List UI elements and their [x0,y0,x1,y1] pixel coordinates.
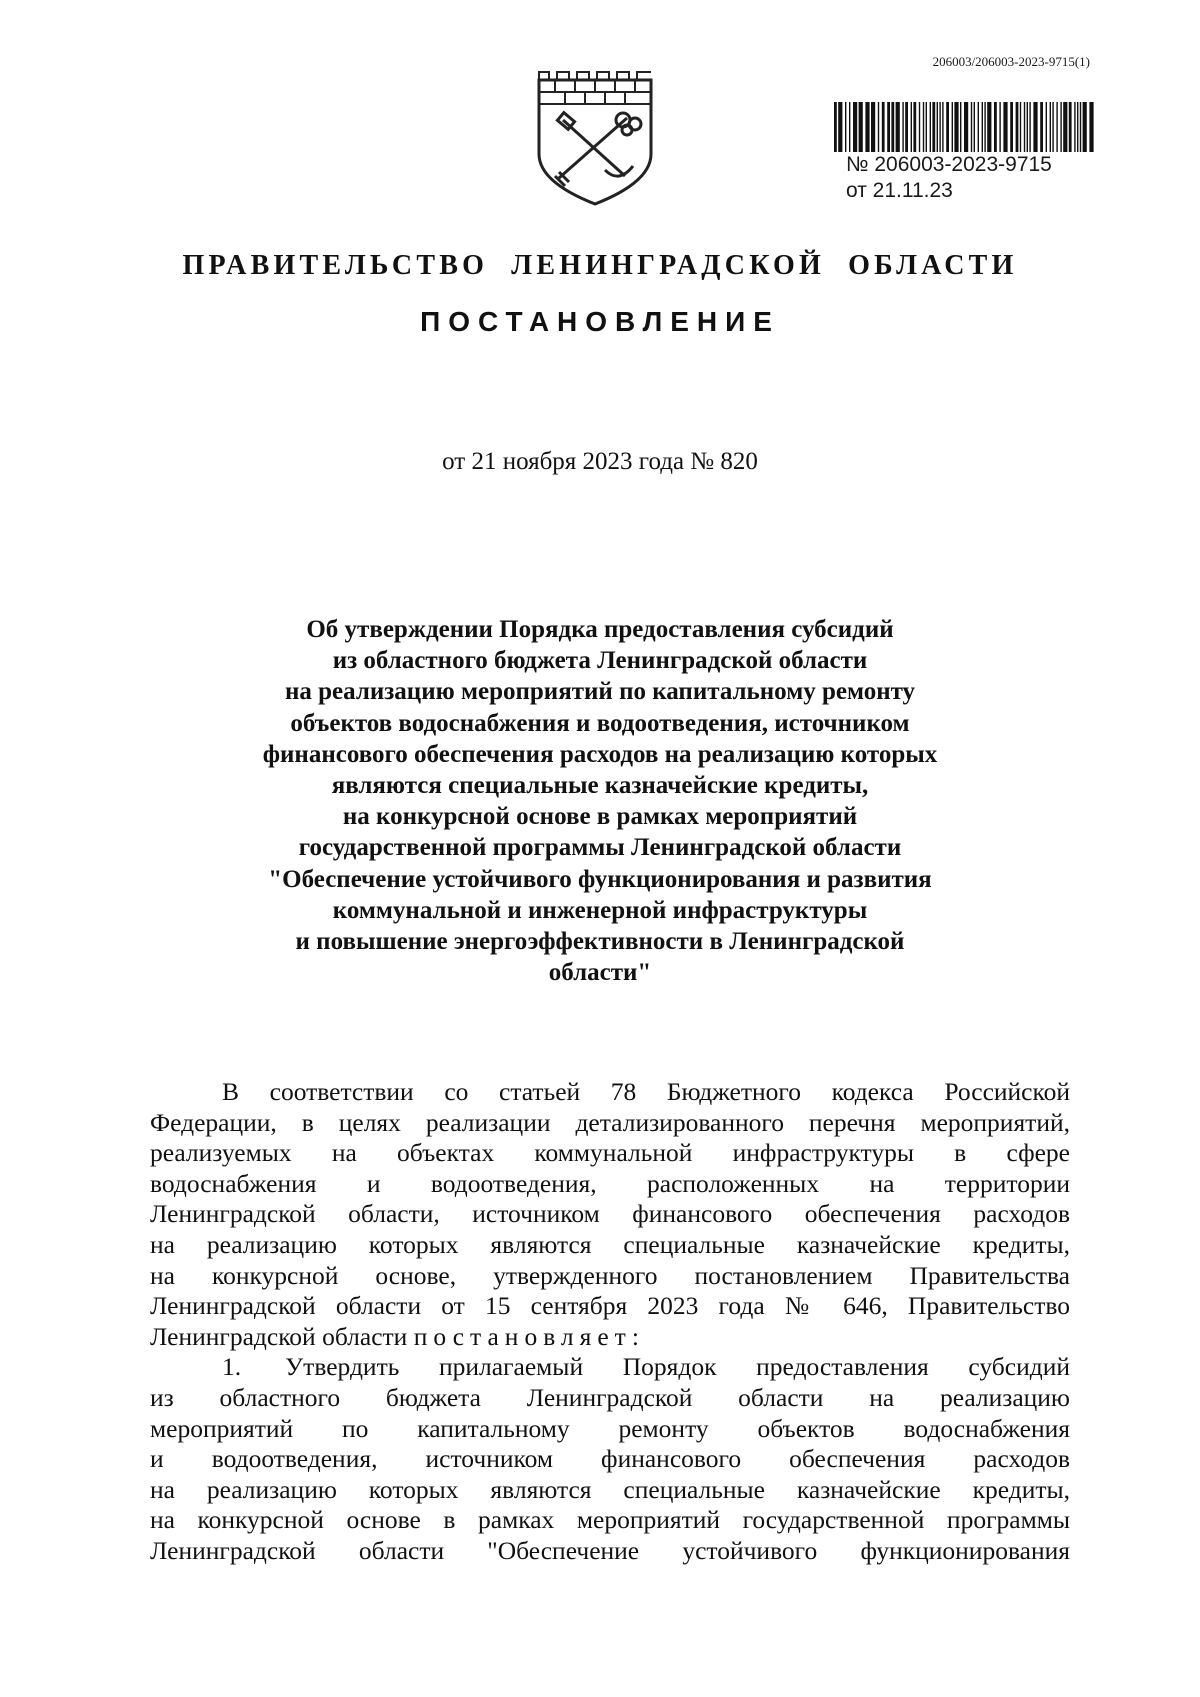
barcode-bar [1063,102,1067,152]
barcode-bar [926,102,927,152]
barcode-bar [911,102,912,152]
barcode-bar [905,102,908,152]
barcode-bar [1016,102,1019,152]
barcode-bar [932,102,935,152]
barcode-bar [984,102,985,152]
barcode-bar [923,102,924,152]
barcode-bar [930,102,931,152]
title-line: являются специальные казначейские кредиты, [331,772,869,800]
preamble-line: на реализацию которых являются специальные казначейские кредиты, [150,1229,1070,1259]
leningrad-oblast-coat-of-arms-icon [535,66,655,208]
barcode-bar [891,102,894,152]
item-1-line: из областного бюджета Ленинградской области на реализацию [150,1382,1070,1412]
barcode-bar [878,102,879,152]
government-heading: ПРАВИТЕЛЬСТВО ЛЕНИНГРАДСКОЙ ОБЛАСТИ [182,250,1018,281]
barcode-bar [1003,102,1007,152]
decree-word: постановляет: [413,1321,645,1351]
barcode-bar [845,102,846,152]
registration-stamp [846,152,1052,204]
registration-number: № 206003-2023-9715 [846,153,1052,176]
barcode-bar [1069,102,1072,152]
barcode-bar [1060,102,1061,152]
item-1-line: Ленинградской области "Обеспечение устойчивого функционирования [150,1535,1070,1565]
preamble-line: на конкурсной основе, утвержденного постановлением Правительства [150,1260,1070,1290]
item-1-line: и водоотведения, источником финансового обеспечения расходов [150,1444,1070,1474]
item-1-number: 1. [222,1352,242,1382]
title-line: "Обеспечение устойчивого функционирования и развития [268,865,932,893]
barcode-bar [952,102,953,152]
barcode-bar [871,102,875,152]
barcode-bar [978,102,979,152]
preamble-line: Ленинградской области от 15 сентября 2023 года № 646, Правительство [150,1291,1070,1321]
registration-date: от 21.11.23 [846,179,953,202]
barcode-bar [971,102,972,152]
barcode-bar [1080,102,1081,152]
barcode-bar [1029,102,1030,152]
preamble-line: реализуемых на объектах коммунальной инфраструктуры в сфере [150,1138,1070,1168]
title-line: объектов водоснабжения и водоотведения, источником [290,709,910,737]
item-1-line: на реализацию которых являются специальные казначейские кредиты, [150,1474,1070,1504]
title-line: на реализацию мероприятий по капитальному ремонту [284,678,916,706]
title-line: государственной программы Ленинградской области [298,834,902,862]
item-1-first-line [150,1352,1070,1383]
barcode-bar [887,102,890,152]
barcode-bar [1020,102,1021,152]
title-line: Об утверждении Порядка предоставления субсидий [306,616,894,643]
barcode-bar [853,102,857,152]
barcode-bar [838,102,842,152]
barcode-bar [1077,102,1078,152]
barcode-bar [1040,102,1043,152]
preamble-line: Ленинградской области, источником финансового обеспечения расходов [150,1199,1070,1229]
barcode-bar [939,102,940,152]
title-line: и повышение энергоэффективности в Ленинградской [295,928,905,956]
barcode-bar [1046,102,1047,152]
barcode-bar [1027,102,1028,152]
document-title [0,614,1200,988]
barcode-bar [902,102,903,152]
barcode-bar [994,102,997,152]
barcode-bar [1024,102,1025,152]
preamble-final-line [150,1322,1070,1353]
title-line: области" [548,959,652,987]
preamble-line: В соответствии со статьей 78 Бюджетного кодекса Российской [222,1077,1070,1106]
barcode-bar [896,102,900,152]
barcode-bar [882,102,885,152]
barcode-bar [960,102,961,152]
barcode-bar [942,102,943,152]
title-line: финансового обеспечения расходов на реализацию которых [262,740,938,768]
barcode-bar [913,102,916,152]
barcode-bar [865,102,869,152]
barcode-bar [919,102,920,152]
barcode-bar [1083,102,1087,152]
barcode-bar [1089,102,1093,152]
item-1-line: на конкурсной основе в рамках мероприятий государственной программы [150,1505,1070,1535]
title-line: коммунальной и инженерной инфраструктуры [332,896,868,924]
barcode-bar [849,102,850,152]
title-line: на конкурсной основе в рамках мероприятий [342,803,858,831]
barcode-bar [954,102,958,152]
item-1-text: Утвердить прилагаемый Порядок предоставления субсидий [285,1352,1070,1382]
barcode-bar [987,102,991,152]
barcode-icon [834,102,1094,152]
barcode-bar [834,102,837,152]
barcode-bar [1052,102,1053,152]
barcode-bar [999,102,1000,152]
title-line: из областного бюджета Ленинградской области [332,647,868,675]
barcode-bar [974,102,975,152]
barcode-bar [1056,102,1057,152]
item-1-line: мероприятий по капитальному ремонту объектов водоснабжения [150,1413,1070,1443]
document-type-heading: ПОСТАНОВЛЕНИЕ [420,306,780,337]
barcode-bar [1033,102,1037,152]
preamble-line: водоснабжения и водоотведения, расположенных на территории [150,1168,1070,1198]
document-body [150,1077,1070,1567]
barcode-bar [1050,102,1051,152]
document-date-line: от 21 ноября 2023 года № 820 [442,448,758,475]
barcode-bar [1010,102,1013,152]
preamble-line: Федерации, в целях реализации детализированного перечня мероприятий, [150,1107,1070,1137]
preamble-end: Ленинградской области [150,1321,408,1351]
barcode-bar [859,102,863,152]
barcode-bar [946,102,949,152]
barcode-bar [964,102,968,152]
barcode-bar [1074,102,1075,152]
barcode-bar [982,102,983,152]
barcode-bar [937,102,938,152]
document-id: 206003/206003-2023-9715(1) [932,54,1090,69]
